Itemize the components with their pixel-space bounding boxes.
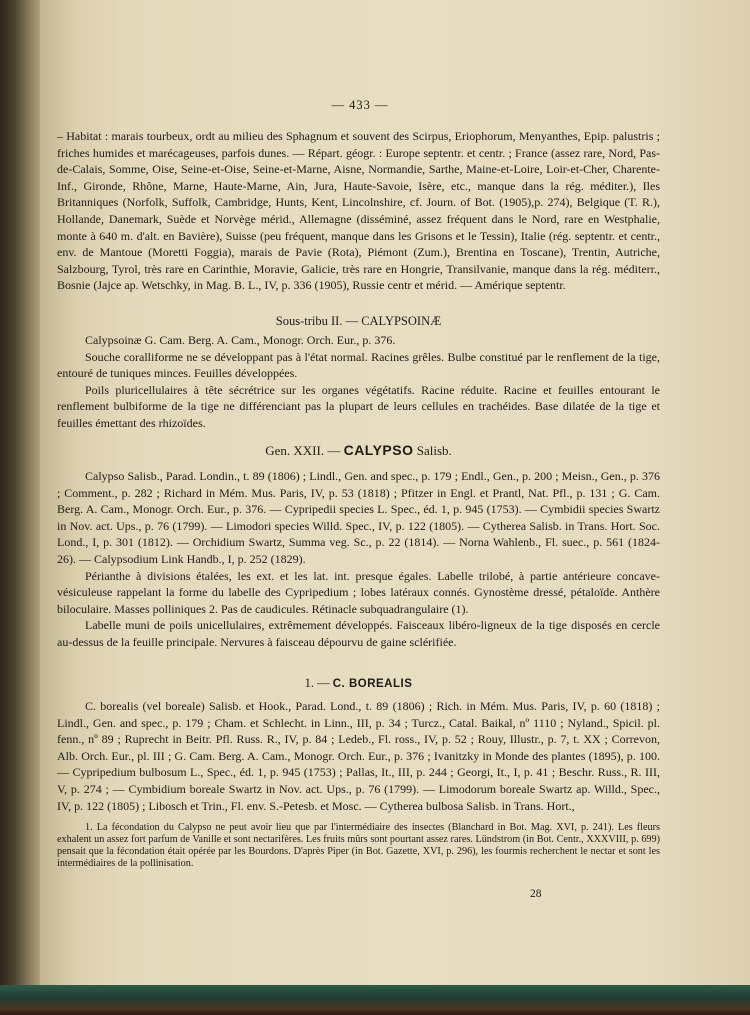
species-heading [57, 676, 660, 691]
genus-synonymy: Calypso Salisb., Parad. Londin., t. 89 (1806) ; Lindl., Gen. and spec., p. 179 ; Endl., Gen., p. 200 ; Meisn., Gen., p. 376 ; Comment., p. 282 ; Richard in Mém. Mus. Paris, IV, p. 53 (1818) ; Pfitzer in Engl. et Prantl, Nat. Pfl., p. 131 ; G. Cam. Berg. A. Cam., Monogr. Orch. Eur., p. 376. — Cypripedii species L. Spec., éd. 1, p. 945 (1753). — Cymbidii species Swartz in Nov. act. Ups., p. 76 (1799). — Limodori species Willd. Spec., IV, p. 122 (1805). — Cytherea Salisb. in Trans. Hort. Soc. Lond., I, p. 301 (1812). — Orchidium Swartz, Summa veg. Sc., p. 22 (1814). — Norna Wahlenb., Fl. suec., p. 561 (1824-26). — Calypsodium Link Handb., I, p. 252 (1829). [57, 469, 660, 566]
genus-heading [57, 442, 660, 459]
species-heading-name: C. BOREALIS [332, 678, 413, 690]
habitat-paragraph [57, 128, 660, 294]
genus-anatomy: Labelle muni de poils unicellulaires, extrêmement développés. Faisceaux libéro-ligneux de la tige disposés en cercle au-dessus de la feuille principale. Nervures à faisceau dépourvu de gaine sclérifiée. [57, 618, 660, 649]
book-binding-left [0, 0, 42, 1015]
subtribe-heading: Sous-tribu II. — CALYPSOINÆ [275, 314, 442, 328]
habitat-text: – Habitat : marais tourbeux, ordt au milieu des Sphagnum et souvent des Scirpus, Eriophorum, Menyanthes, Epip. palustris ; friches humides et marécageuses, parfois dunes. — Répart. géogr. : Europe septentr. et centr. ; France (assez rare, Nord, Pas-de-Calais, Somme, Oise, Seine-et-Oise, Seine-et-Marne, Aisne, Normandie, Sarthe, Maine-et-Loire, Loir-et-Cher, Charente-Inf., Gironde, Rhône, Marne, Haute-Marne, Ain, Jura, Haute-Savoie, Isère, etc., manque dans la rég. méditer.), Iles Britanniques (Norfolk, Suffolk, Cambridge, Hunts, Kent, Lincolnshire, cf. Journ. of Bot. (1905),p. 274), Belgique (T. R.), Hollande, Danemark, Suède et Norvège mérid., Allemagne (disséminé, assez fréquent dans le Nord, rare en Westphalie, monte à 640 m. d'alt. en Bavière), Suisse (peu fréquent, manque dans les Grisons et le Tessin), Italie (rég. septentr. et centr., env. de Mantoue (Moretti Foggia), marais de Pavie (Rota), Piémont (Zum.), Brentina en Toscane), Trentin, Autriche, Salzbourg, Tyrol, très rare en Carinthie, Moravie, Galicie, très rare en Hongrie, Transilvanie, manque dans la rég. méditerr., Bosnie (Jajce ap. Wetschky, in Mag. B. L., IV, p. 336 (1905), Russie centr et mérid. — Amérique septentr. [57, 129, 660, 293]
genus-description [57, 468, 660, 651]
signature-mark: 28 [530, 888, 542, 900]
calypsoinae-description [57, 332, 660, 432]
footnote [57, 822, 660, 870]
calypsoinae-anatomy: Poils pluricellulaires à tête sécrétrice sur les organes végétatifs. Racine réduite. Racine et feuilles entourant le renflement bulbiforme de la tige ne différenciant pas la plupart de leurs cellules en trachéides. Base dilatée de la tige et feuilles émettant des rhizoïdes. [57, 382, 660, 430]
book-page [40, 0, 750, 985]
species-description [57, 698, 660, 814]
calypsoinae-citation: Calypsoinæ G. Cam. Berg. A. Cam., Monogr. Orch. Eur., p. 376. [85, 333, 396, 347]
genus-morphology: Périanthe à divisions étalées, les ext. et les lat. int. presque égales. Labelle trilobé, à partie antérieure concave-vésiculeuse rappelant la forme du labelle des Cypripedium ; lobes latéraux connés. Gynostème dressé, pétaloïde. Anthère biloculaire. Masses polliniques 2. Pas de caudicules. Rétinacle subquadrangulaire (1). [57, 568, 660, 616]
footnote-text: 1. La fécondation du Calypso ne peut avoir lieu que par l'intermédiaire des insectes (Blanchard in Bot. Mag. XVI, p. 241). Les fleurs exhalent un assez fort parfum de Vanille et sont nectarifères. Les fruits mûrs sont pourtant assez rares. Lündstrom (in Bot. Centr., XXXVIII, p. 699) pensait que la fécondation était opérée par les Bourdons. D'après Piper (in Bot. Gazette, XVI, p. 296), les fourmis recherchent le nectar et sont les intermédiaires de la pollinisation. [57, 822, 660, 869]
genus-heading-name: CALYPSO [343, 442, 414, 458]
page-number: — 433 — [331, 98, 389, 112]
genus-heading-prefix: Gen. XXII. — [265, 443, 341, 458]
genus-heading-author: Salisb. [416, 443, 452, 458]
species-synonymy: C. borealis (vel boreale) Salisb. et Hook., Parad. Lond., t. 89 (1806) ; Rich. in Mém. Mus. Paris, IV, p. 60 (1818) ; Lindl., Gen. and spec., p. 179 ; Cham. et Schlecht. in Linn., III, p. 34 ; Turcz., Catal. Baikal, nº 1110 ; Nyland., Spicil. pl. fenn., nº 89 ; Ruprecht in Beitr. Pfl. Russ. R., IV, p. 84 ; Ledeb., Fl. ross., IV, p. 52 ; Rouy, Illustr., p. 7, t. XX ; Correvon, Alb. Orch. Eur., pl. III ; G. Cam. Berg. A. Cam., Monogr. Orch. Eur., p. 376 ; Ivanitzky in Monde des plantes (1895), p. 100. — Cypripedium bulbosum L., Spec., éd. 1, p. 945 (1753) ; Pallas, It., III, p. 244 ; Georgi, It., I, p. 41 ; Beschr. Russ., R. III, V, p. 274 ; — Cymbidium boreale Swartz in Nov. act. Ups., p. 76 (1799). — Limodorum boreale Swartz ap. Willd., Spec., IV, p. 122 (1805) ; Libosch et Trin., Fl. env. S.-Petesb. et Mosc. — Cytherea bulbosa Salisb. in Trans. Hort., [57, 699, 660, 813]
book-cover-edge [0, 985, 750, 1015]
species-heading-prefix: 1. — [304, 676, 330, 690]
calypsoinae-morphology: Souche coralliforme ne se développant pas à l'état normal. Racines grêles. Bulbe constitué par le renflement de la tige, entouré de tuniques minces. Feuilles développées. [57, 349, 660, 381]
